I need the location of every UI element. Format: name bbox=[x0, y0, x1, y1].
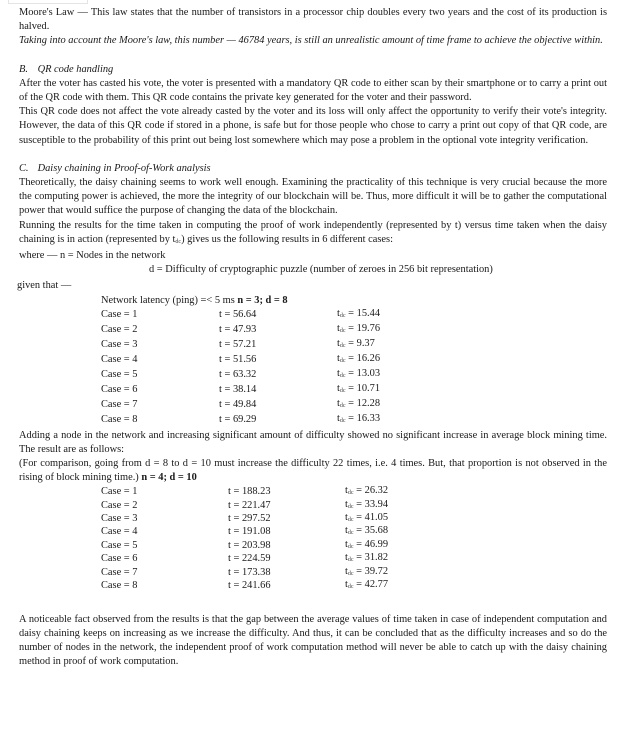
t-cell: t = 297.52 bbox=[228, 513, 271, 525]
case-cell: Case = 6 bbox=[101, 384, 138, 396]
section-b-paragraph-1: After the voter has casted his vote, the voter is presented with a mandatory QR code to either scan by their smartphone or to carry a print out of the QR code with them. This QR code contains the private key generated for the voter and their password. bbox=[19, 77, 607, 104]
t-cell: t = 69.29 bbox=[219, 414, 257, 426]
case-cell: Case = 5 bbox=[101, 539, 138, 551]
t-cell: t = 241.66 bbox=[228, 580, 271, 591]
tdc-cell: $t_{dc} = 12.28$ bbox=[337, 398, 381, 410]
section-c-paragraph-2: Running the results for the time taken in computing the proof of work independently (represented by t) versus time taken when the daisy chaining is in action (represented by $t_{dc}$) gives us the following results in 6 different cases: bbox=[19, 219, 607, 245]
section-c-number: C. bbox=[19, 162, 29, 174]
results-table-n4-d10 bbox=[101, 486, 607, 593]
section-b-paragraph-2: This QR code does not affect the vote already casted by the voter and its loss will only affect the opportunity to verify their vote's integrity. However, the data of this QR code if stored in a phone, is safe but for those people who chose to carry a print out copy of that QR code, are susceptible to the probability of this print out being lost somewhere which may pose a problem in the optional vote integrity verification. bbox=[19, 106, 607, 146]
tdc-cell: $t_{dc} = 10.71$ bbox=[337, 383, 381, 395]
table-row bbox=[101, 383, 607, 398]
where-d-definition: d = Difficulty of cryptographic puzzle (number of zeroes in 256 bit representation) bbox=[149, 264, 493, 276]
case-cell: Case = 1 bbox=[101, 486, 138, 498]
section-c-heading bbox=[19, 162, 607, 176]
table1-header: Network latency (ping) =< 5 ms n = 3; d = 8 bbox=[101, 294, 288, 306]
table-row bbox=[101, 579, 607, 592]
case-cell: Case = 2 bbox=[101, 499, 138, 511]
case-cell: Case = 4 bbox=[101, 526, 138, 538]
moores-law-paragraph: Moore's Law — This law states that the number of transistors in a processor chip doubles every two years and the cost of its production is halved. bbox=[19, 7, 607, 33]
tdc-cell: $t_{dc} = 39.72$ bbox=[345, 565, 389, 577]
case-cell: Case = 4 bbox=[101, 354, 138, 366]
section-c-title: Daisy chaining in Proof-of-Work analysis bbox=[37, 162, 211, 174]
t-cell: t = 191.08 bbox=[228, 526, 271, 538]
section-c-paragraph-1: Theoretically, the daisy chaining seems to work well enough. Examining the practicality of this technique is very crucial because the more the computing power is achieved, the more the integrity of our blockchain will be. Thus, more difficult it will be to gather the computational power that would suffice the purpose of changing the data of the blockchain. bbox=[19, 177, 607, 217]
tdc-cell: $t_{dc} = 26.32$ bbox=[345, 485, 389, 497]
table-row bbox=[101, 353, 607, 368]
t-cell: t = 63.32 bbox=[219, 369, 257, 381]
where-n-definition: where — n = Nodes in the network bbox=[19, 250, 166, 262]
tdc-cell: $t_{dc} = 31.82$ bbox=[345, 552, 389, 564]
t-cell: t = 203.98 bbox=[228, 539, 271, 551]
tdc-cell: $t_{dc} = 16.33$ bbox=[337, 413, 381, 425]
case-cell: Case = 8 bbox=[101, 414, 138, 426]
section-c-paragraph-4: (For comparison, going from d = 8 to d = 10 must increase the difficulty 22 times, i.e. 4 times. But, that proportion is not observed in the rising of block mining time.) n = 4; d = 10 bbox=[19, 458, 607, 484]
case-cell: Case = 5 bbox=[101, 369, 138, 381]
tdc-cell: $t_{dc} = 15.44$ bbox=[337, 308, 381, 320]
table-row bbox=[101, 413, 607, 428]
case-cell: Case = 2 bbox=[101, 324, 138, 336]
results-table-n3-d8 bbox=[101, 294, 607, 428]
tdc-cell: $t_{dc} = 35.68$ bbox=[345, 525, 389, 537]
tdc-cell: $t_{dc} = 41.05$ bbox=[345, 512, 389, 524]
tdc-cell: $t_{dc} = 46.99$ bbox=[345, 538, 389, 550]
table-row bbox=[101, 308, 607, 323]
t-cell: t = 56.64 bbox=[219, 309, 257, 321]
page-corner-frame bbox=[8, 0, 88, 4]
t-cell: t = 49.84 bbox=[219, 399, 257, 411]
section-c-paragraph-3: Adding a node in the network and increasing significant amount of difficulty showed no significant increase in average block mining time. The result are as follows: bbox=[19, 429, 607, 456]
t-cell: t = 173.38 bbox=[228, 566, 271, 578]
tdc-cell: $t_{dc} = 13.03$ bbox=[337, 368, 381, 380]
t-cell: t = 47.93 bbox=[219, 324, 257, 336]
table-row bbox=[101, 323, 607, 338]
t-cell: t = 224.59 bbox=[228, 553, 271, 565]
tdc-cell: $t_{dc} = 16.26$ bbox=[337, 353, 381, 365]
section-b-number: B. bbox=[19, 63, 28, 75]
table-row bbox=[101, 398, 607, 413]
case-cell: Case = 6 bbox=[101, 553, 138, 565]
conclusion-paragraph: A noticeable fact observed from the results is that the gap between the average values of time taken in case of independent computation and daisy chaining keeps on increasing as we increase the difficulty. And thus, it can be concluded that as the difficulty increases and so do the number of nodes in the network, the independent proof of work computation method will never be able to catch up with the daisy chaining method in proof of work computation. bbox=[19, 613, 607, 668]
document-page bbox=[19, 6, 607, 670]
section-b-heading bbox=[19, 63, 607, 77]
t-cell: t = 188.23 bbox=[228, 486, 271, 498]
tdc-cell: $t_{dc} = 9.37$ bbox=[337, 338, 375, 350]
section-b-title: QR code handling bbox=[37, 63, 114, 75]
t-cell: t = 38.14 bbox=[219, 384, 257, 396]
t-cell: t = 57.21 bbox=[219, 339, 257, 351]
moores-law-note: Taking into account the Moore's law, this number — 46784 years, is still an unrealistic amount of time frame to achieve the objective within. bbox=[19, 35, 603, 47]
case-cell: Case = 8 bbox=[101, 580, 138, 591]
case-cell: Case = 3 bbox=[101, 513, 138, 525]
table-row bbox=[101, 368, 607, 383]
t-cell: t = 51.56 bbox=[219, 354, 257, 366]
case-cell: Case = 3 bbox=[101, 339, 138, 351]
case-cell: Case = 7 bbox=[101, 399, 138, 411]
table-row bbox=[101, 338, 607, 353]
tdc-cell: $t_{dc} = 33.94$ bbox=[345, 498, 389, 510]
case-cell: Case = 7 bbox=[101, 566, 138, 578]
tdc-cell: $t_{dc} = 42.77$ bbox=[345, 579, 389, 590]
case-cell: Case = 1 bbox=[101, 309, 138, 321]
given-that-label: given that — bbox=[17, 280, 72, 292]
t-cell: t = 221.47 bbox=[228, 499, 271, 511]
tdc-cell: $t_{dc} = 19.76$ bbox=[337, 323, 381, 335]
